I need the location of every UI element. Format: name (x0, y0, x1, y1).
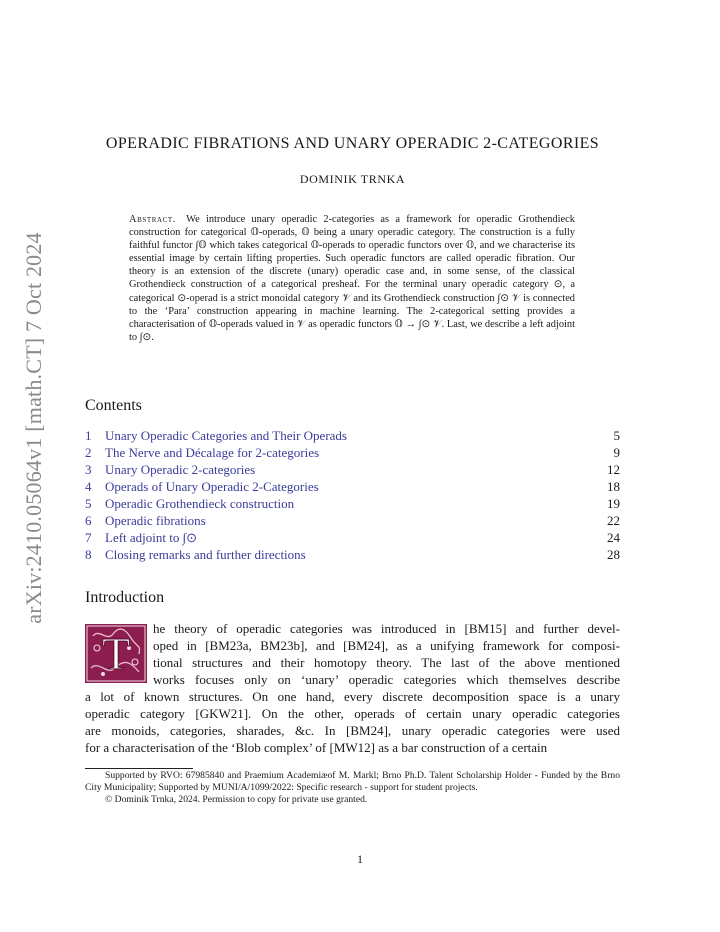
intro-text: he theory of operadic categories was introduced in [BM15] and further devel- (153, 621, 620, 636)
intro-text: are monoids, categories, sharades, &c. In [BM24], unary operadic categories were used (85, 723, 620, 738)
arxiv-identifier: arXiv:2410.05064v1 [math.CT] 7 Oct 2024 (21, 232, 46, 624)
introduction-heading: Introduction (85, 589, 165, 606)
toc-page: 18 (607, 479, 620, 494)
toc-entry[interactable] (85, 513, 620, 530)
toc-title-link[interactable]: Closing remarks and further directions (105, 547, 306, 562)
footnote-rule (85, 768, 193, 769)
toc-entry[interactable] (85, 462, 620, 479)
toc-title-link[interactable]: Unary Operadic Categories and Their Operads (105, 428, 347, 443)
toc-page: 5 (613, 428, 620, 443)
toc-number: 3 (85, 462, 92, 477)
copyright-footnote: © Dominik Trnka, 2024. Permission to copy for private use granted. (105, 794, 368, 806)
footnotes (85, 770, 620, 807)
toc-number: 2 (85, 445, 92, 460)
toc-entry[interactable] (85, 428, 620, 445)
toc-title-link[interactable]: Operadic Grothendieck construction (105, 496, 295, 511)
dropcap-letter: T (101, 628, 131, 679)
toc-title-link[interactable]: Unary Operadic 2-categories (105, 462, 256, 477)
toc-entry[interactable] (85, 530, 620, 547)
toc-entry[interactable] (85, 496, 620, 513)
toc-page: 12 (607, 462, 620, 477)
table-of-contents (85, 428, 620, 564)
toc-title-link[interactable]: Operadic fibrations (105, 513, 206, 528)
toc-entry[interactable] (85, 479, 620, 496)
abstract-text: We introduce unary operadic 2-categories as a framework for operadic Grothendieck construction for categorical 𝕆-operads, 𝕆 being a unary operadic category. The construction is a fully faithful functor ∫𝕆 which takes categorical 𝕆-operads to operadic functors over 𝕆, and we characterise its essential image by certain lifting properties. Such operadic functors are called operadic fibration. Our theory is an extension of the discrete (unary) operadic case and, in some sense, of the classical Grothendieck construction of a categorical presheaf. For the terminal unary operadic category ⊙, a categorical ⊙-operad is a strict monoidal category 𝒱 and its Grothendieck construction ∫⊙ 𝒱 is connected to the ‘Para’ construction appearing in machine learning. The 2-categorical setting provides a characterisation of 𝕆-operads valued in 𝒱 as operadic functors 𝕆 → ∫⊙ 𝒱. Last, we describe a left adjoint to ∫⊙. (129, 214, 575, 343)
funding-footnote: Supported by RVO: 67985840 and Praemium Academiæof M. Markl; Brno Ph.D. Talent Scholarship Holder - Funded by the Brno City Municipality; Supported by MUNI/A/1099/2022: Specific research - support for student projects. (85, 770, 620, 794)
introduction-body (85, 620, 620, 756)
toc-title-link[interactable]: The Nerve and Décalage for 2-categories (105, 445, 320, 460)
abstract (129, 213, 575, 344)
intro-line (85, 739, 620, 756)
page-number: 1 (357, 852, 363, 866)
intro-line (153, 671, 620, 688)
intro-line (153, 654, 620, 671)
toc-number: 8 (85, 547, 92, 562)
toc-page: 9 (613, 445, 620, 460)
paper-author: DOMINIK TRNKA (299, 172, 406, 186)
intro-text: works focuses only on ‘unary’ operadic categories which themselves describe (153, 672, 620, 687)
intro-text: for a characterisation of the ‘Blob complex’ of [MW12] as a bar construction of a certain (85, 740, 548, 755)
toc-page: 19 (607, 496, 620, 511)
toc-number: 1 (85, 428, 92, 443)
toc-entry[interactable] (85, 547, 620, 564)
intro-text: operadic category [GKW21]. On the other, operads of certain unary operadic categories (85, 706, 620, 721)
toc-entry[interactable] (85, 445, 620, 462)
intro-text: oped in [BM23a, BM23b], and [BM24], as a unifying framework for composi- (153, 638, 620, 653)
toc-number: 6 (85, 513, 92, 528)
intro-line (153, 637, 620, 654)
intro-line (85, 688, 620, 705)
intro-line (85, 705, 620, 722)
toc-title-link[interactable]: Left adjoint to ∫⊙ (105, 530, 198, 545)
paper-title: OPERADIC FIBRATIONS AND UNARY OPERADIC 2-CATEGORIES (105, 135, 600, 152)
intro-text: a lot of known structures. On one hand, every discrete decomposition space is a unary (85, 689, 620, 704)
intro-line (85, 722, 620, 739)
abstract-label: Abstract. (129, 214, 177, 225)
arxiv-sidebar-stamp (14, 212, 54, 644)
intro-line (153, 620, 620, 637)
toc-page: 22 (607, 513, 620, 528)
toc-number: 7 (85, 530, 92, 545)
toc-number: 4 (85, 479, 92, 494)
toc-page: 24 (607, 530, 620, 545)
toc-title-link[interactable]: Operads of Unary Operadic 2-Categories (105, 479, 319, 494)
toc-number: 5 (85, 496, 92, 511)
contents-heading: Contents (85, 397, 142, 414)
toc-page: 28 (607, 547, 620, 562)
intro-text: tional structures and their homotopy theory. The last of the above mentioned (153, 655, 620, 670)
